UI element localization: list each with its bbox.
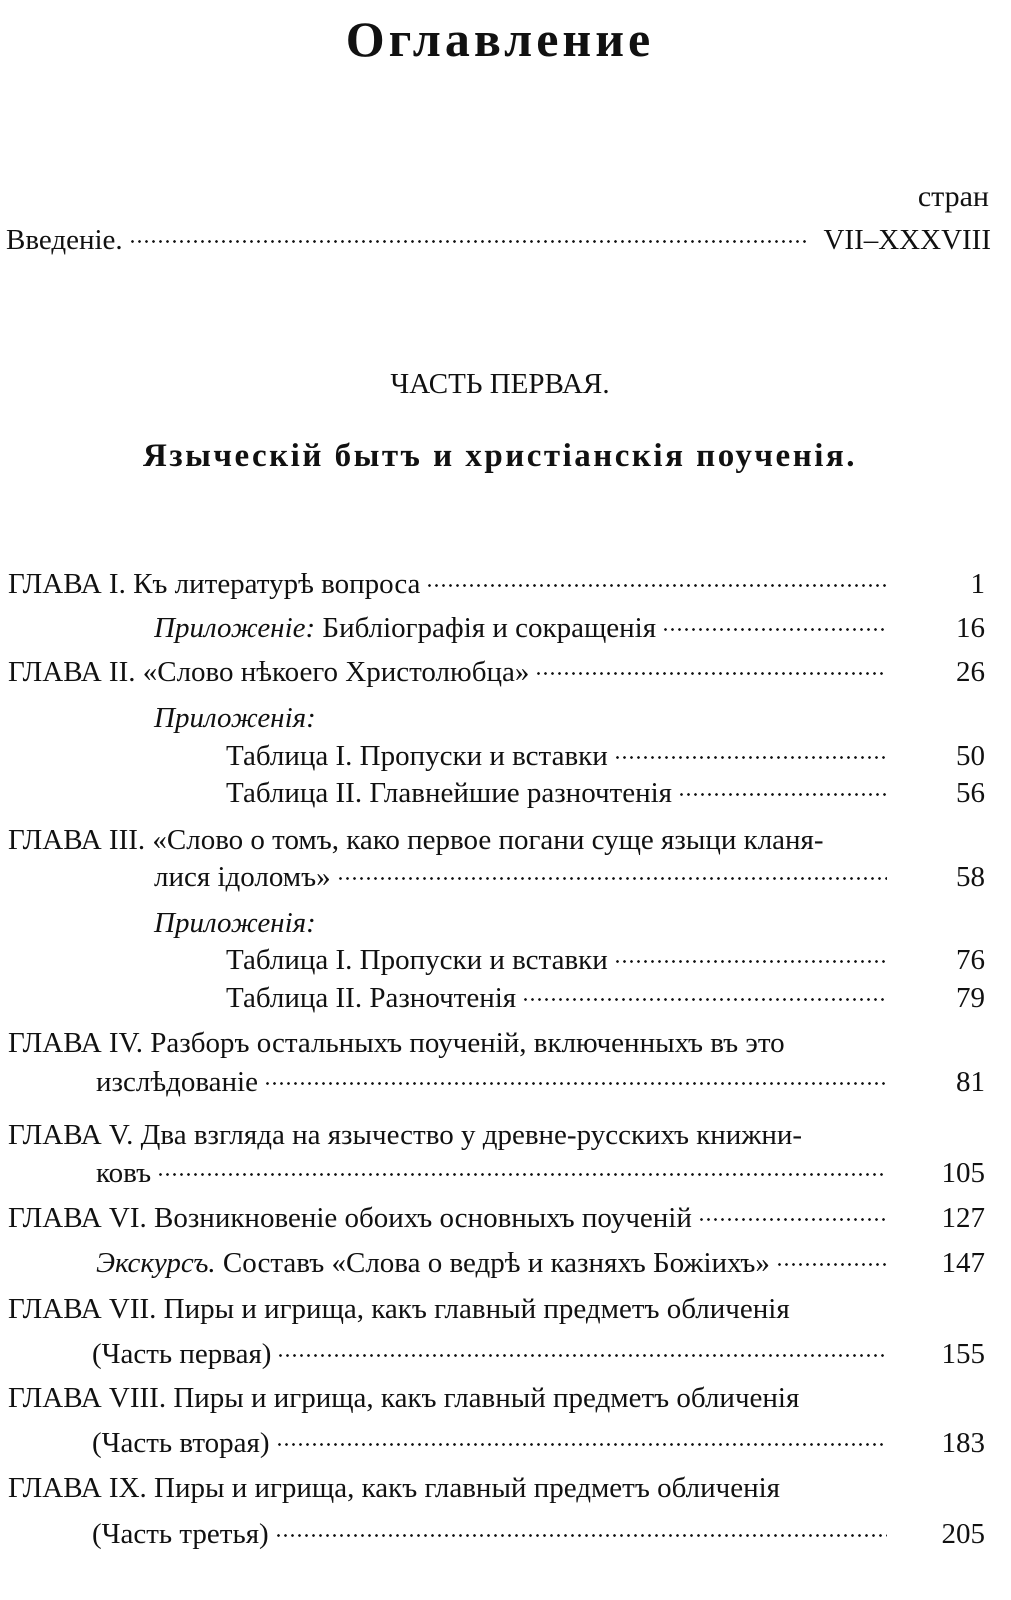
toc-entry-chapter-6-excursus[interactable]: [96, 1245, 985, 1281]
part-heading: ЧАСТЬ ПЕРВАЯ.: [390, 368, 610, 400]
toc-entry-page: 16: [956, 612, 985, 644]
appendices-label: [154, 700, 316, 736]
excursus-title: Составъ «Слова о ведрѣ и казняхъ Божіихъ»: [215, 1247, 770, 1279]
toc-entry-label: Введеніе.: [6, 224, 123, 256]
dot-leader: [535, 672, 887, 675]
toc-entry-chapter-7-line-1[interactable]: ГЛАВА VII. Пиры и игрища, какъ главный предметъ обличенія: [8, 1293, 790, 1325]
dot-leader: [264, 1082, 887, 1085]
page-title: Оглавление: [345, 11, 655, 67]
toc-entry-label: ковъ: [96, 1157, 152, 1189]
page-column-header: стран: [917, 180, 989, 213]
toc-entry-label: [96, 1245, 770, 1281]
toc-entry-chapter-2-table-2[interactable]: [226, 775, 985, 811]
toc-entry-chapter-5[interactable]: [96, 1155, 985, 1191]
toc-entry-chapter-7[interactable]: [92, 1336, 985, 1372]
dot-leader: [426, 584, 887, 587]
toc-entry-chapter-3[interactable]: [154, 859, 985, 895]
toc-entry-page: 1: [970, 568, 985, 600]
appendix-title: Библіографія и сокращенія: [315, 612, 657, 644]
dot-leader: [614, 960, 887, 963]
toc-entry-chapter-3-table-2[interactable]: [226, 980, 985, 1016]
toc-entry-page: 155: [941, 1338, 985, 1370]
dot-leader: [129, 240, 810, 243]
part-title: Языческій бытъ и христіанскія поученія.: [143, 438, 857, 474]
toc-entry-label: [154, 610, 656, 646]
toc-entry-label: Таблица II. Главнейшие разночтенія: [226, 777, 672, 809]
toc-entry-page: 58: [956, 861, 985, 893]
toc-entry-label: Таблица I. Пропуски и вставки: [226, 944, 608, 976]
toc-entry-chapter-9[interactable]: [92, 1516, 985, 1552]
toc-entry-introduction[interactable]: [6, 222, 991, 258]
toc-entry-chapter-5-line-1[interactable]: ГЛАВА V. Два взгляда на язычество у древне-русскихъ книжни-: [8, 1119, 803, 1151]
toc-entry-page: 147: [941, 1247, 985, 1279]
toc-entry-label: Таблица I. Пропуски и вставки: [226, 740, 608, 772]
toc-entry-page: 81: [956, 1066, 985, 1098]
toc-entry-page: 50: [956, 740, 985, 772]
appendices-label-text: Приложенія:: [154, 907, 316, 939]
dot-leader: [337, 877, 887, 880]
appendices-label-text: Приложенія:: [154, 702, 316, 734]
dot-leader: [276, 1443, 887, 1446]
toc-entry-chapter-8-line-1[interactable]: ГЛАВА VIII. Пиры и игрища, какъ главный предметъ обличенія: [8, 1382, 800, 1414]
toc-entry-chapter-4[interactable]: [96, 1064, 985, 1100]
toc-entry-page: 105: [941, 1157, 985, 1189]
toc-entry-chapter-8[interactable]: [92, 1425, 985, 1461]
toc-entry-page: 205: [941, 1518, 985, 1550]
toc-entry-chapter-4-line-1[interactable]: ГЛАВА IV. Разборъ остальныхъ поученій, включенныхъ въ это: [8, 1027, 785, 1059]
toc-entry-label: ГЛАВА I. Къ литературѣ вопроса: [8, 568, 421, 600]
dot-leader: [522, 998, 887, 1001]
toc-entry-chapter-9-line-1[interactable]: ГЛАВА IX. Пиры и игрища, какъ главный предметъ обличенія: [8, 1472, 780, 1504]
appendix-label: Приложеніе:: [154, 612, 316, 644]
toc-entry-label: ГЛАВА VI. Возникновеніе обоихъ основныхъ поученій: [8, 1202, 692, 1234]
toc-entry-page: 183: [941, 1427, 985, 1459]
dot-leader: [275, 1534, 887, 1537]
dot-leader: [698, 1218, 887, 1221]
toc-entry-label: (Часть третья): [92, 1518, 269, 1550]
toc-entry-label: (Часть первая): [92, 1338, 272, 1370]
toc-entry-page: VII–XXXVIII: [823, 224, 991, 256]
toc-entry-page: 79: [956, 982, 985, 1014]
toc-entry-page: 56: [956, 777, 985, 809]
dot-leader: [776, 1263, 887, 1266]
toc-entry-page: 26: [956, 656, 985, 688]
toc-entry-chapter-2[interactable]: [8, 654, 985, 690]
toc-entry-label: (Часть вторая): [92, 1427, 270, 1459]
dot-leader: [662, 628, 887, 631]
toc-entry-page: 127: [941, 1202, 985, 1234]
appendices-label: [154, 905, 316, 941]
dot-leader: [157, 1173, 887, 1176]
toc-entry-chapter-2-table-1[interactable]: [226, 738, 985, 774]
toc-entry-page: 76: [956, 944, 985, 976]
toc-entry-label: лися ідоломъ»: [154, 861, 331, 893]
excursus-label: Экскурсъ.: [96, 1247, 216, 1279]
dot-leader: [277, 1354, 887, 1357]
toc-entry-chapter-3-table-1[interactable]: [226, 942, 985, 978]
toc-entry-label: изслѣдованіе: [96, 1066, 258, 1098]
toc-entry-label: Таблица II. Разночтенія: [226, 982, 517, 1014]
toc-entry-chapter-1-appendix[interactable]: [154, 610, 985, 646]
toc-entry-chapter-6[interactable]: [8, 1200, 985, 1236]
toc-entry-chapter-1[interactable]: [8, 566, 985, 602]
dot-leader: [678, 793, 887, 796]
dot-leader: [614, 756, 887, 759]
toc-entry-label: ГЛАВА II. «Слово нѣкоего Христолюбца»: [8, 656, 530, 688]
toc-entry-chapter-3-line-1[interactable]: ГЛАВА III. «Слово о томъ, како первое погани суще языци кланя-: [8, 824, 824, 856]
